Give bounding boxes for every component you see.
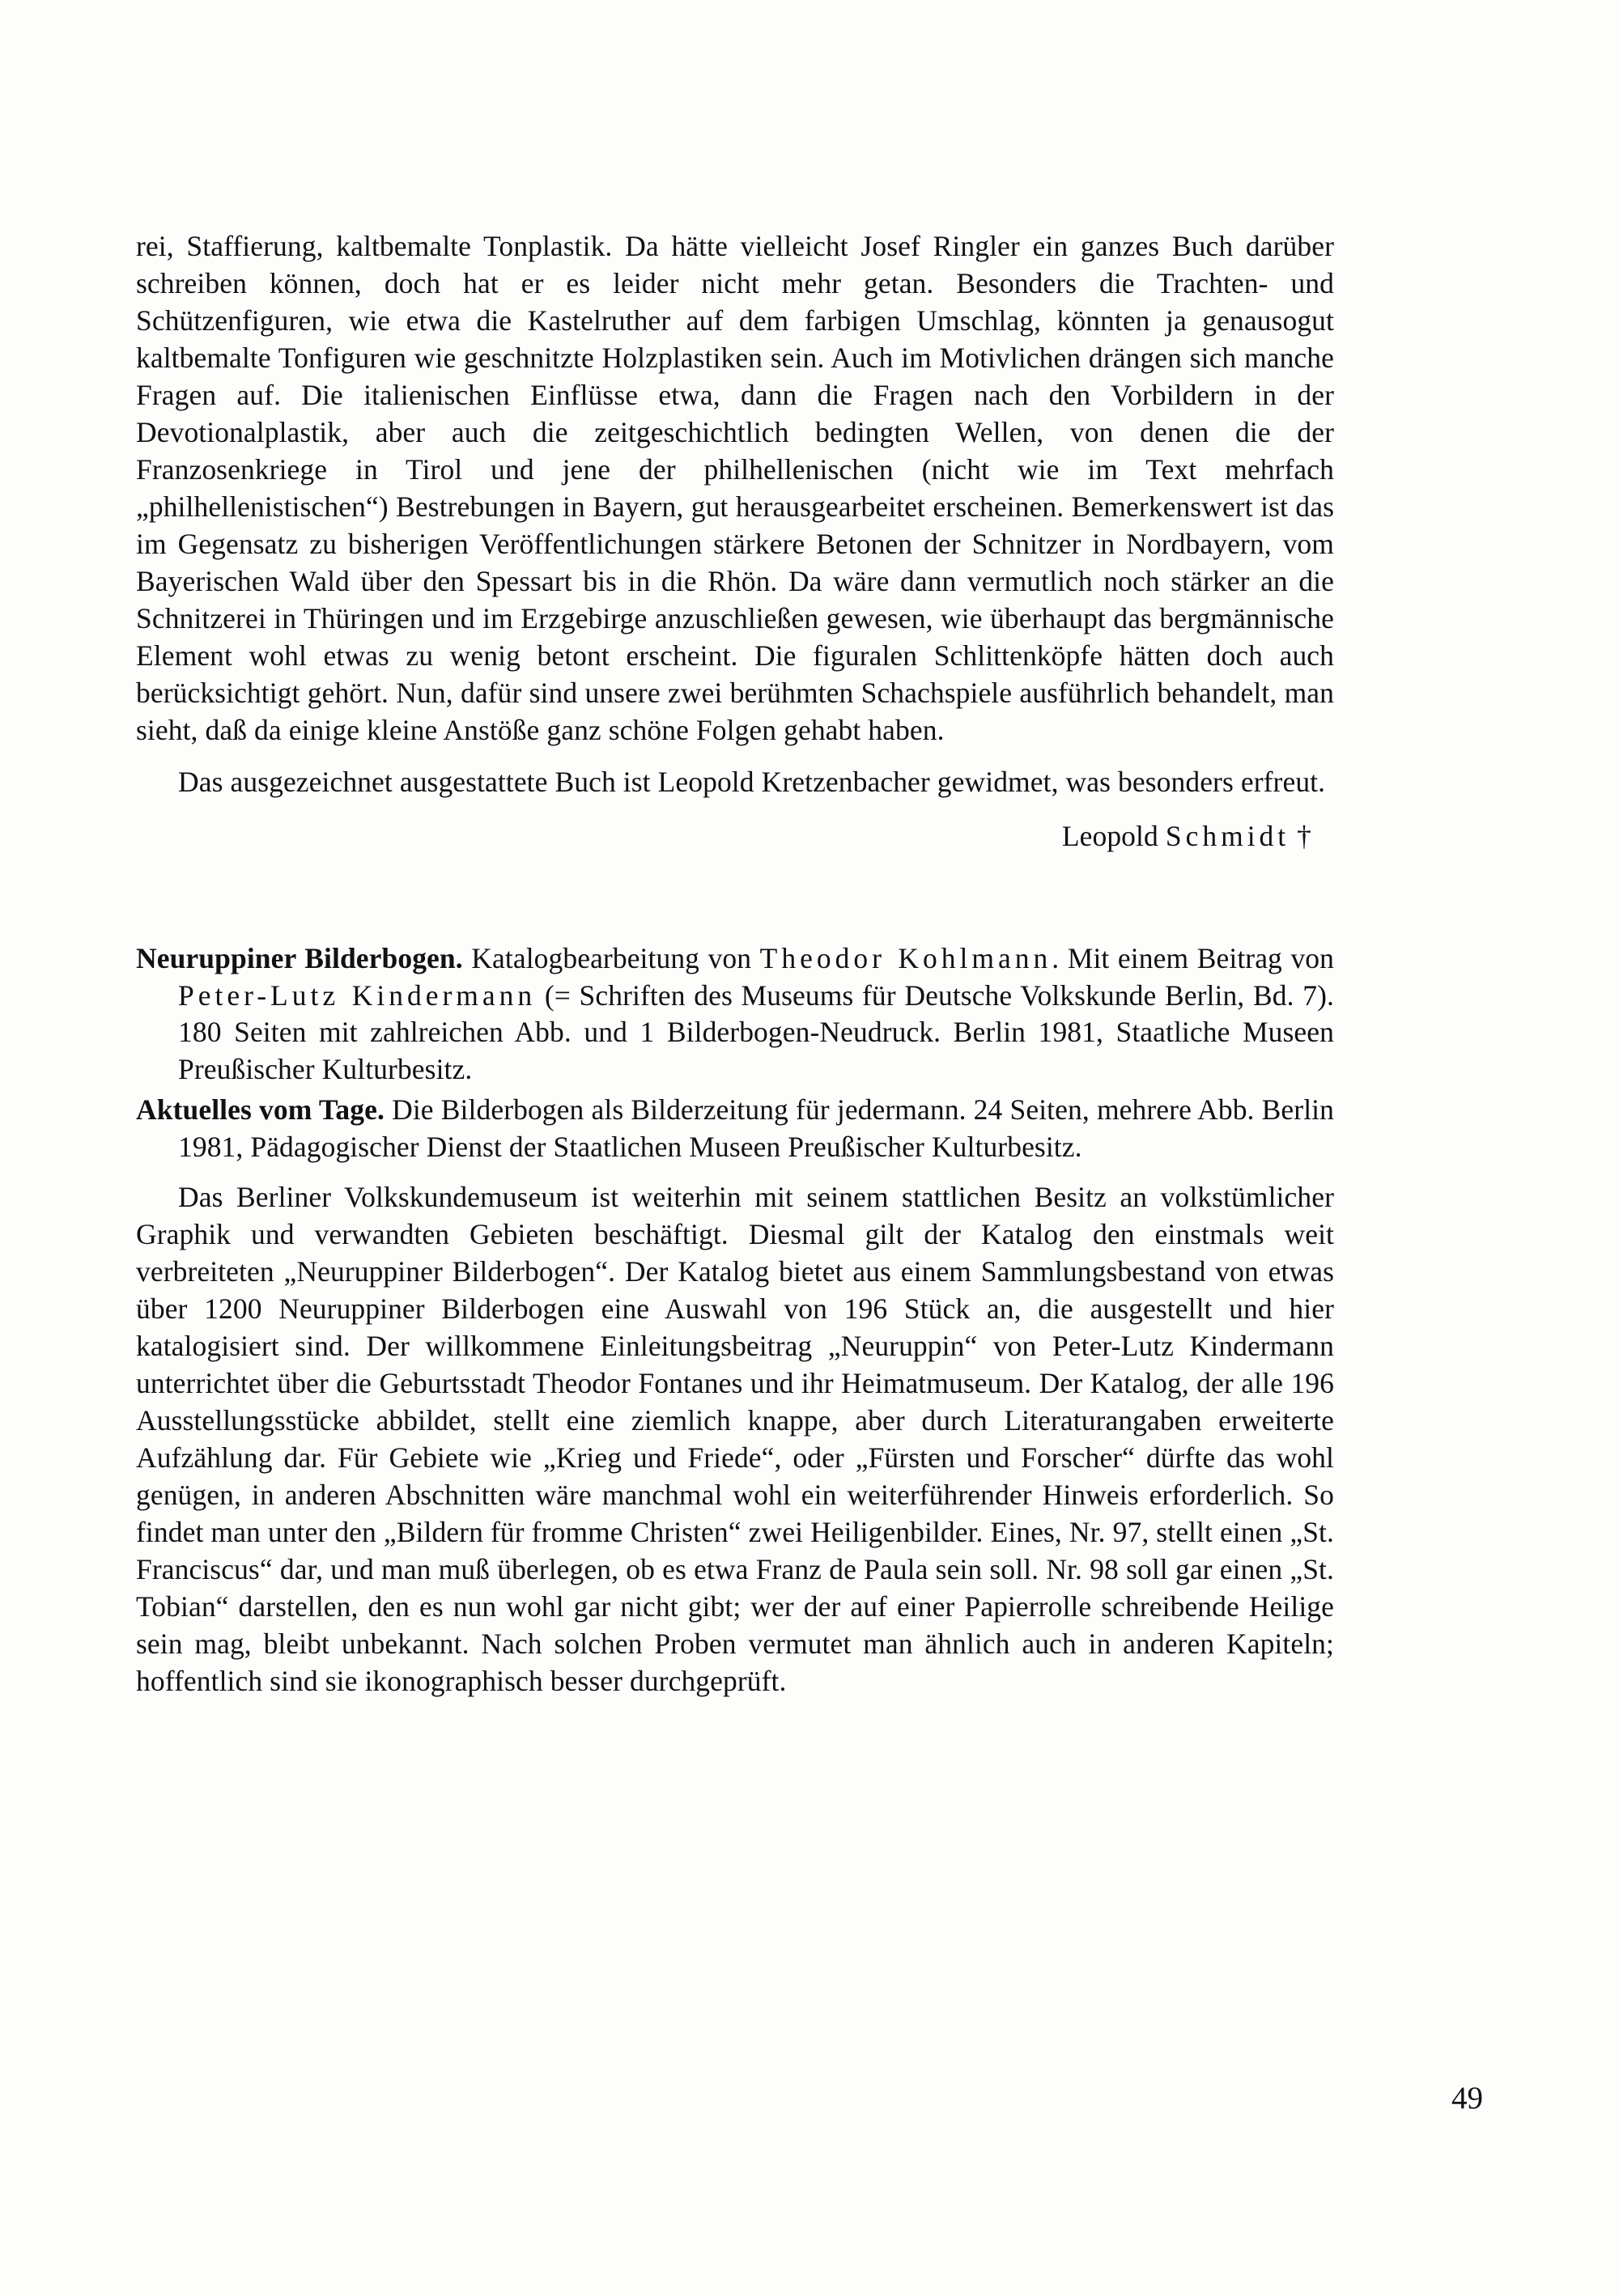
review-entry-neuruppiner xyxy=(136,940,1334,1700)
review-subentry-title: Aktuelles vom Tage. xyxy=(136,1093,385,1127)
review-body-paragraph: Das Berliner Volkskundemuseum ist weiterhin mit seinem stattlichen Besitz an volkstümlicher Graphik und verwandten Gebieten beschäftigt. Diesmal gilt der Katalog den einstmals weit verbreiteten „Neuruppiner Bilderbogen“. Der Katalog bietet aus einem Sammlungsbestand von etwas über 1200 Neuruppiner Bilderbogen eine Auswahl von 196 Stück an, die ausgestellt und hier katalogisiert sind. Der willkommene Einleitungsbeitrag „Neuruppin“ von Peter-Lutz Kindermann unterrichtet über die Geburtsstadt Theodor Fontanes und ihr Heimatmuseum. Der Katalog, der alle 196 Ausstellungsstücke abbildet, stellt eine ziemlich knappe, aber durch Literaturangaben erweiterte Aufzählung dar. Für Gebiete wie „Krieg und Friede“, oder „Fürsten und Forscher“ dürfte das wohl genügen, in anderen Abschnitten wäre manchmal wohl ein weiterführender Hinweis erforderlich. So findet man unter den „Bildern für fromme Christen“ zwei Heiligenbilder. Eines, Nr. 97, stellt einen „St. Franciscus“ dar, und man muß überlegen, ob es etwa Franz de Paula sein soll. Nr. 98 soll gar einen „St. Tobian“ darstellen, den es nun wohl gar nicht gibt; wer der auf einer Papierrolle schreibende Heilige sein mag, bleibt unbekannt. Nach solchen Proben vermutet man ähnlich auch in anderen Kapiteln; hoffentlich sind sie ikonographisch besser durchgeprüft. xyxy=(136,1181,1334,1697)
review-line1-a: Katalogbearbeitung von xyxy=(462,941,760,974)
page-content xyxy=(136,228,1334,1700)
signature-name: Leopold xyxy=(1061,819,1166,852)
page-number: 49 xyxy=(1451,2081,1483,2116)
review-title: Neuruppiner Bilderbogen. xyxy=(136,941,463,974)
signature-name-spaced: Schmidt xyxy=(1165,819,1290,852)
review-subentry-aktuelles xyxy=(136,1092,1334,1166)
review-heading-line xyxy=(136,940,1334,1089)
review-author-secondary: Peter-Lutz Kindermann xyxy=(178,978,537,1012)
review-line1-b: . Mit einem Beitrag von xyxy=(1052,941,1335,974)
paragraph-continuation: rei, Staffierung, kaltbemalte Tonplastik. Da hätte vielleicht Josef Ringler ein ganzes Buch darüber schreiben können, doch hat er es leider nicht mehr getan. Besonders die Trachten- und Schützenfiguren, wie etwa die Kastelruther auf dem farbigen Umschlag, könnten ja genausogut kaltbemalte Tonfiguren wie geschnitzte Holzplastiken sein. Auch im Motivlichen drängen sich manche Fragen auf. Die italienischen Einflüsse etwa, dann die Fragen nach den Vorbildern in der Devotionalplastik, aber auch die zeitgeschichtlich bedingten Wellen, von denen die der Franzosenkriege in Tirol und jene der philhellenischen (nicht wie im Text mehrfach „philhellenistischen“) Bestrebungen in Bayern, gut herausgearbeitet erscheinen. Bemerkenswert ist das im Gegensatz zu bisherigen Veröffentlichungen stärkere Betonen der Schnitzer in Nordbayern, vom Bayerischen Wald über den Spessart bis in die Rhön. Da wäre dann vermutlich noch stärker an die Schnitzerei in Thüringen und im Erzgebirge anzuschließen gewesen, wie überhaupt das bergmännische Element wohl etwas zu wenig betont erscheint. Die figuralen Schlittenköpfe hätten doch auch berücksichtigt gehört. Nun, dafür sind unsere zwei berühmten Schachspiele ausführlich behandelt, man sieht, daß da einige kleine Anstöße ganz schöne Folgen gehabt haben. xyxy=(136,230,1334,746)
review-subentry-text: Die Bilderbogen als Bilderzeitung für jedermann. 24 Seiten, mehrere Abb. Berlin 1981, Pädagogischer Dienst der Staatlichen Museen Preußischer Kulturbesitz. xyxy=(178,1093,1334,1164)
review-author-primary: Theodor Kohlmann xyxy=(759,941,1052,974)
review-line1-c: (= Schriften des Museums für Deutsche Volkskunde Berlin, Bd. 7). 180 Seiten mit zahlreichen Abb. und 1 Bilderbogen-Neudruck. Berlin 1981, Staatliche Museen Preußischer Kulturbesitz. xyxy=(178,978,1334,1086)
paragraph-dedication: Das ausgezeichnet ausgestattete Buch ist Leopold Kretzenbacher gewidmet, was besonders erfreut. xyxy=(178,765,1326,798)
review-signature xyxy=(136,819,1334,853)
signature-dagger: † xyxy=(1290,819,1311,852)
